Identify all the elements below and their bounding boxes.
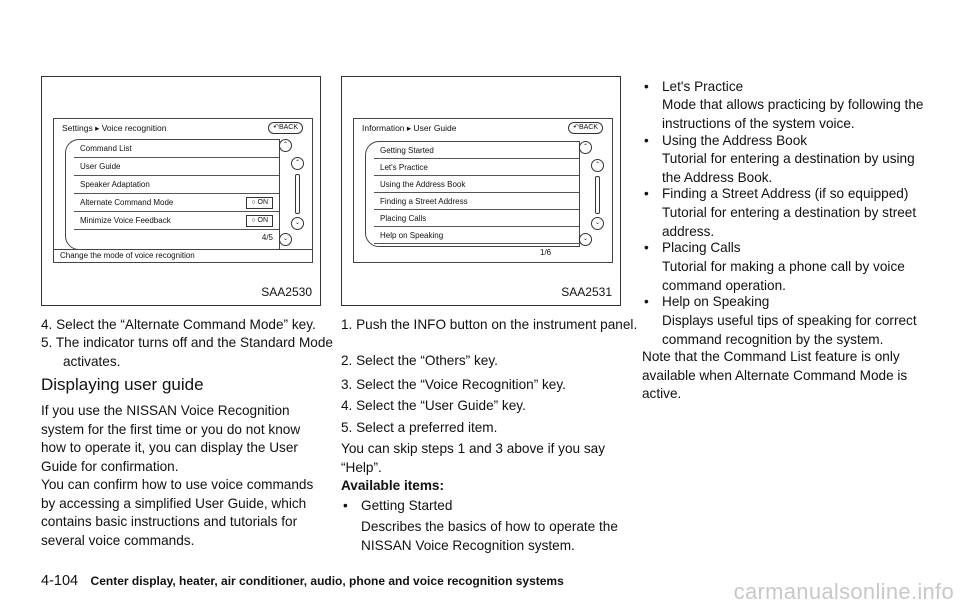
bullet-icon: •: [343, 498, 348, 513]
back-button: ↶BACK: [568, 122, 603, 134]
watermark: carmanualsonline.info: [733, 579, 954, 604]
page-indicator: 1/6: [540, 248, 552, 257]
item-description: Tutorial for entering a destination by street address.: [662, 205, 917, 239]
paragraph: You can confirm how to use voice commands by accessing a simplified User Guide, which contains basic instructions and tutorials for several voice commands.: [41, 477, 314, 548]
scrollbar: [595, 176, 600, 214]
scroll-up-icon: ⌃: [291, 157, 304, 170]
step-item: 3. Select the “Voice Recognition” key.: [341, 377, 566, 392]
menu-item: Let's Practice: [374, 159, 579, 176]
menu-item: Help on Speaking: [374, 227, 579, 244]
bullet-icon: •: [644, 133, 649, 148]
paragraph: If you use the NISSAN Voice Recognition system for the first time or you do not know how to operate it, you can display the User Guide for confirmation.: [41, 403, 301, 474]
scroll-up-double-icon: ⌃: [579, 141, 592, 154]
menu-panel: [65, 139, 280, 250]
menu-item: Using the Address Book: [374, 176, 579, 193]
figure-user-guide: [341, 76, 621, 306]
scroll-down-double-icon: ⌄: [579, 233, 592, 246]
toggle-indicator: ○ ON: [246, 197, 273, 209]
note: You can skip steps 1 and 3 above if you say “Help”.: [341, 441, 605, 475]
list-item: • Finding a Street Address (if so equipped): [642, 185, 924, 204]
list-item: • Help on Speaking: [642, 293, 924, 312]
item-description: Tutorial for making a phone call by voice command operation.: [662, 259, 905, 293]
display-screen: [53, 118, 313, 263]
scroll-up-icon: ⌃: [591, 159, 604, 172]
list-item: • Let's Practice: [642, 78, 924, 97]
menu-item: User Guide: [74, 158, 279, 176]
note: Note that the Command List feature is only available when Alternate Command Mode is active.: [642, 349, 908, 401]
back-button: ↶BACK: [268, 122, 303, 134]
list-item: • Using the Address Book: [642, 132, 924, 151]
scroll-up-double-icon: ⌃: [279, 139, 292, 152]
list-item: • Placing Calls: [642, 239, 924, 258]
available-heading: Available items:: [341, 478, 445, 493]
status-line: Change the mode of voice recognition: [54, 249, 312, 262]
toggle-indicator: ○ ON: [246, 215, 273, 227]
display-screen: [353, 118, 613, 263]
menu-item: Speaker Adaptation: [74, 176, 279, 194]
step-item: 4. Select the “User Guide” key.: [341, 398, 526, 413]
figure-id: SAA2530: [261, 285, 312, 299]
screen-title: Settings ▸ Voice recognition: [62, 123, 167, 133]
step-item: 5. Select a preferred item.: [341, 420, 498, 435]
bullet-icon: •: [644, 186, 649, 201]
menu-item: Placing Calls: [374, 210, 579, 227]
page-indicator: 4/5: [261, 233, 273, 242]
page-number: 4-104: [41, 573, 79, 589]
scroll-down-double-icon: ⌄: [279, 233, 292, 246]
scrollbar: [295, 174, 300, 214]
bullet-icon: •: [644, 294, 649, 309]
screen-title: Information ▸ User Guide: [362, 123, 457, 133]
figure-id: SAA2531: [561, 285, 612, 299]
menu-item: Alternate Command Mode ○ ON: [74, 194, 279, 212]
step-item: 1. Push the INFO button on the instrument panel.: [341, 317, 638, 332]
bullet-icon: •: [644, 79, 649, 94]
step-item: 4. Select the “Alternate Command Mode” key.: [41, 317, 316, 332]
menu-item: Finding a Street Address: [374, 193, 579, 210]
item-description: Displays useful tips of speaking for correct command recognition by the system.: [662, 313, 917, 347]
scroll-down-icon: ⌄: [291, 217, 304, 230]
list-item: • Getting Started: [341, 497, 621, 516]
section-title: Center display, heater, air conditioner, audio, phone and voice recognition systems: [90, 574, 564, 588]
page-footer: [41, 572, 564, 590]
menu-panel: [365, 141, 580, 247]
bullet-icon: •: [644, 240, 649, 255]
figure-voice-recognition-settings: [41, 76, 321, 306]
scroll-down-icon: ⌄: [591, 217, 604, 230]
step-item: 2. Select the “Others” key.: [341, 353, 498, 368]
menu-item: Minimize Voice Feedback ○ ON: [74, 212, 279, 230]
section-heading: Displaying user guide: [41, 375, 204, 394]
item-description: Mode that allows practicing by following the instructions of the system voice.: [662, 97, 924, 131]
step-item: 5. The indicator turns off and the Standard Mode activates.: [41, 335, 333, 369]
item-description: Describes the basics of how to operate the NISSAN Voice Recognition system.: [361, 519, 618, 553]
menu-item: Command List: [74, 140, 279, 158]
menu-item: Getting Started: [374, 142, 579, 159]
item-description: Tutorial for entering a destination by using the Address Book.: [662, 151, 915, 185]
